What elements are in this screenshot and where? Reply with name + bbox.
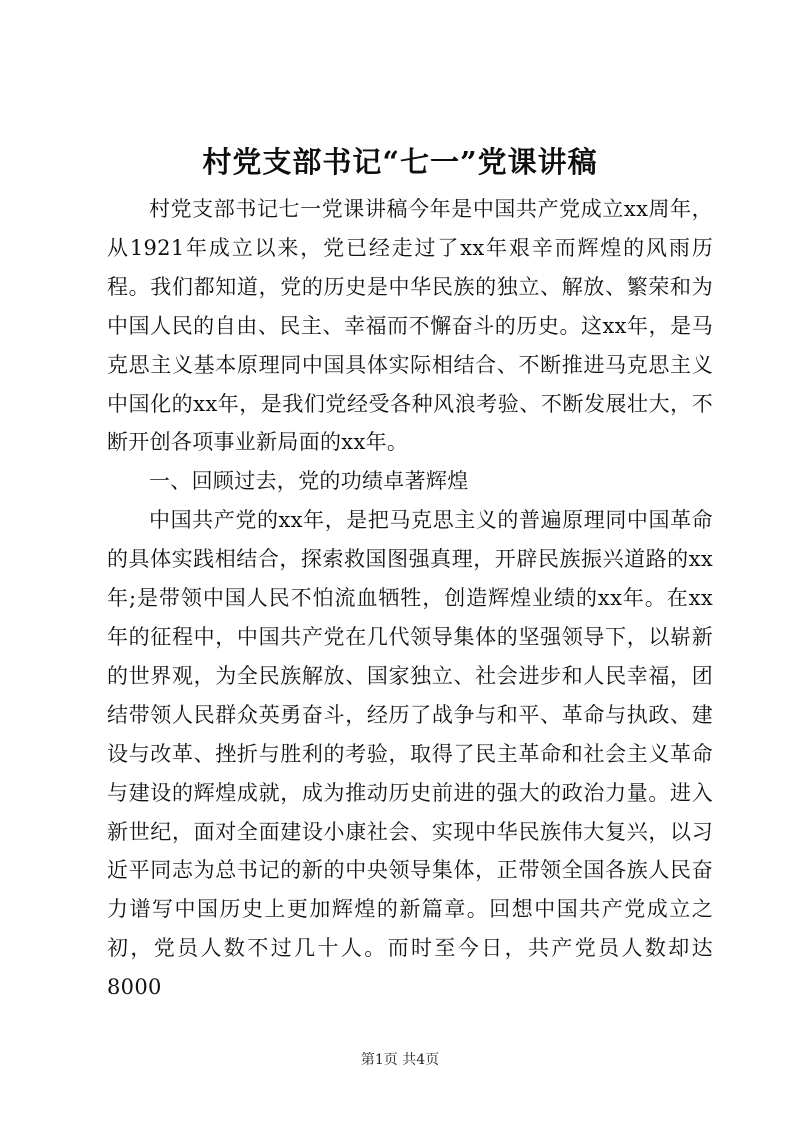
section-heading: 一、回顾过去，党的功绩卓著辉煌 bbox=[149, 469, 469, 494]
document-title: 村党支部书记“七一”党课讲稿 bbox=[202, 145, 598, 179]
intro-paragraph: 村党支部书记七一党课讲稿今年是中国共产党成立xx周年，从1921年成立以来，党已经走过了xx年艰辛而辉煌的风雨历程。我们都知道，党的历史是中华民族的独立、解放、繁荣和为中国人民的自由、民主、幸福而不懈奋斗的历史。这xx年，是马克思主义基本原理同中国具体实际相结合、不断推进马克思主义中国化的xx年，是我们党经受各种风浪考验、不断发展壮大，不断开创各项事业新局面的xx年。 bbox=[107, 197, 713, 455]
document-body bbox=[107, 190, 713, 1007]
section-paragraph: 中国共产党的xx年，是把马克思主义的普遍原理同中国革命的具体实践相结合，探索救国图强真理，开辟民族振兴道路的xx年;是带领中国人民不怕流血牺牲，创造辉煌业绩的xx年。在xx年的征程中，中国共产党在几代领导集体的坚强领导下，以崭新的世界观，为全民族解放、国家独立、社会进步和人民幸福，团结带领人民群众英勇奋斗，经历了战争与和平、革命与执政、建设与改革、挫折与胜利的考验，取得了民主革命和社会主义革命与建设的辉煌成就，成为推动历史前进的强大的政治力量。进入新世纪，面对全面建设小康社会、实现中华民族伟大复兴，以习近平同志为总书记的新的中央领导集体，正带领全国各族人民奋力谱写中国历史上更加辉煌的新篇章。回想中国共产党成立之初，党员人数不过几十人。而时至今日，共产党员人数却达8000 bbox=[107, 508, 713, 1000]
page-number-footer: 第1页 共4页 bbox=[360, 1052, 440, 1068]
